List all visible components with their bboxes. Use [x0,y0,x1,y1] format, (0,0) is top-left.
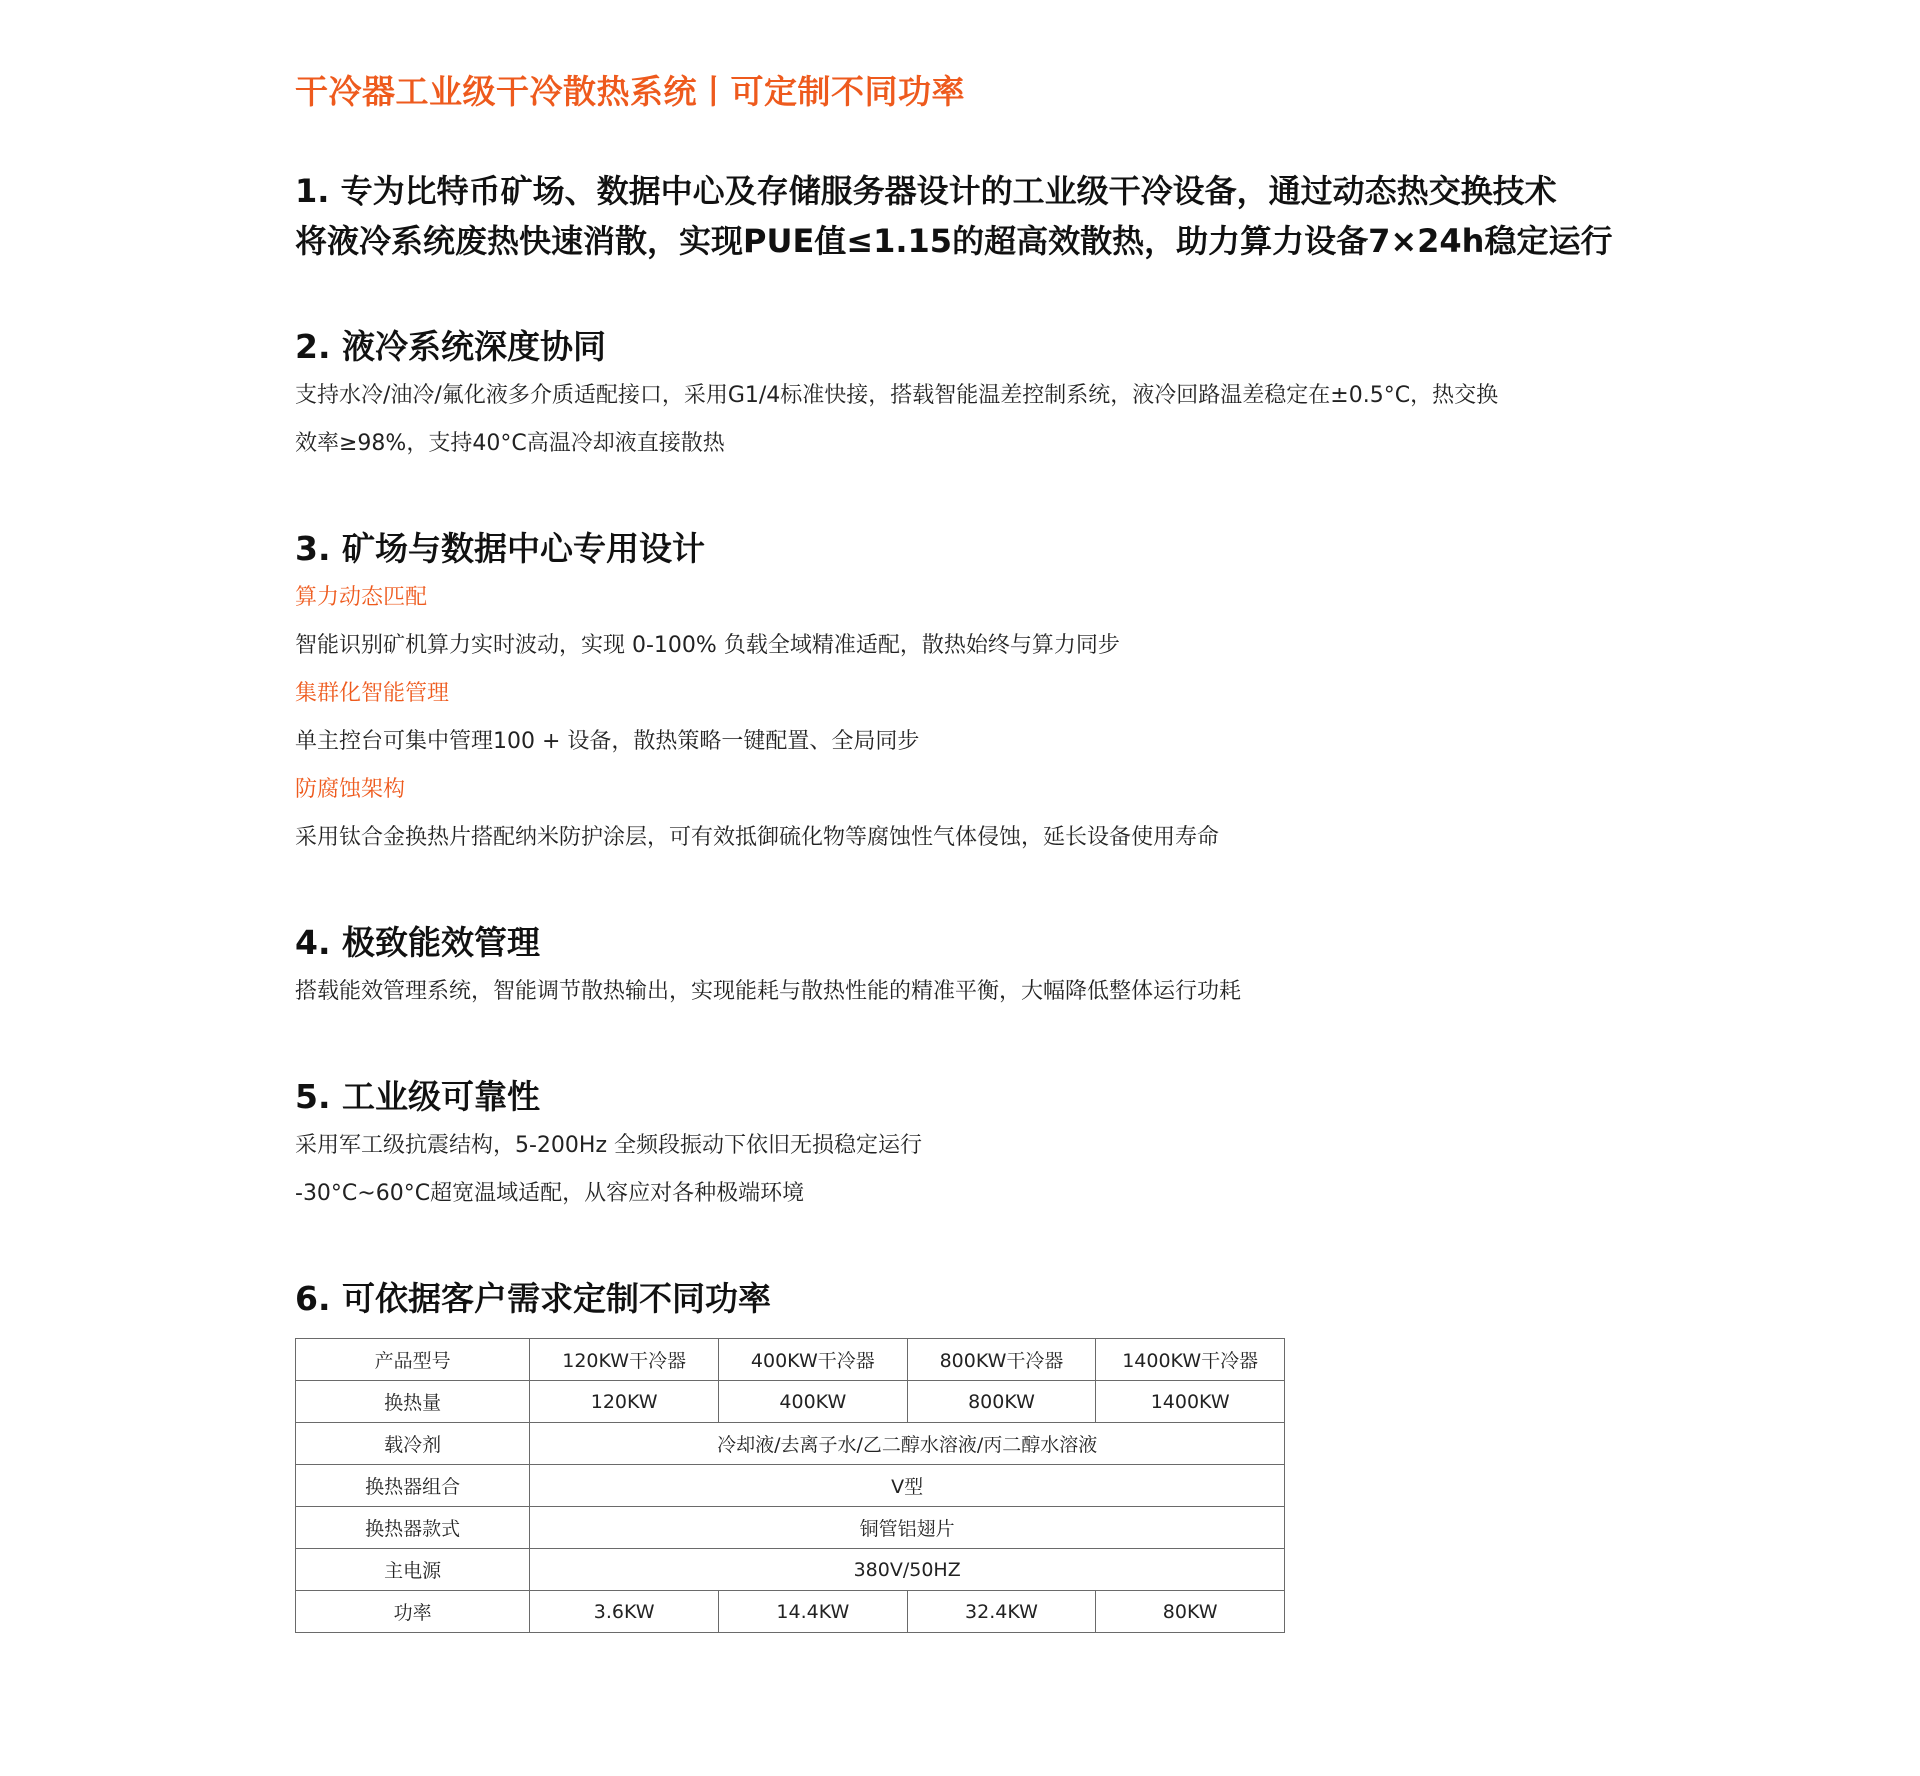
table-row [296,1549,1285,1591]
feature-text-anti-corrosion: 采用钛合金换热片搭配纳米防护涂层，可有效抵御硫化物等腐蚀性气体侵蚀，延长设备使用寿命 [295,825,1220,850]
table-label-cell: 载冷剂 [296,1423,530,1465]
table-cell: 380V/50HZ [530,1549,1285,1591]
table-cell: 1400KW [1096,1381,1285,1423]
section-heading-2: 2. 液冷系统深度协同 [295,327,606,366]
table-cell: 400KW [719,1381,908,1423]
section-heading-3: 3. 矿场与数据中心专用设计 [295,529,705,568]
feature-title-cluster-management: 集群化智能管理 [295,681,450,706]
table-label-cell: 换热器组合 [296,1465,530,1507]
table-label-cell: 功率 [296,1591,530,1633]
table-cell: V型 [530,1465,1285,1507]
table-label-cell: 主电源 [296,1549,530,1591]
section-liquid-cooling [295,324,1725,468]
table-cell: 铜管铝翅片 [530,1507,1285,1549]
section-heading-5: 5. 工业级可靠性 [295,1077,540,1116]
section-2-line-2: 效率≥98%，支持40°C高温冷却液直接散热 [295,431,725,456]
table-cell: 14.4KW [719,1591,908,1633]
table-cell: 120KW [530,1381,719,1423]
intro-line-1: 1. 专为比特币矿场、数据中心及存储服务器设计的工业级干冷设备，通过动态热交换技术 [295,172,1557,210]
feature-title-compute-matching: 算力动态匹配 [295,585,428,610]
table-cell: 80KW [1096,1591,1285,1633]
section-mining-design [295,526,1725,862]
table-label-cell: 换热器款式 [296,1507,530,1549]
section-custom-power [295,1276,1725,1633]
table-row [296,1507,1285,1549]
document-page [295,68,1725,1633]
feature-text-cluster-management: 单主控台可集中管理100 + 设备，散热策略一键配置、全局同步 [295,729,920,754]
table-label-cell: 产品型号 [296,1339,530,1381]
table-cell: 120KW干冷器 [530,1339,719,1381]
section-5-line-2: -30°C~60°C超宽温域适配，从容应对各种极端环境 [295,1181,805,1206]
table-row [296,1465,1285,1507]
table-cell: 800KW [907,1381,1096,1423]
section-4-text: 搭载能效管理系统，智能调节散热输出，实现能耗与散热性能的精准平衡，大幅降低整体运行功耗 [295,979,1242,1004]
intro-line-2: 将液冷系统废热快速消散，实现PUE值≤1.15的超高效散热，助力算力设备7×24h稳定运行 [295,222,1613,260]
section-heading-6: 6. 可依据客户需求定制不同功率 [295,1279,771,1318]
table-cell: 32.4KW [907,1591,1096,1633]
table-row [296,1591,1285,1633]
table-row [296,1381,1285,1423]
table-cell: 800KW干冷器 [907,1339,1096,1381]
table-row [296,1423,1285,1465]
table-cell: 1400KW干冷器 [1096,1339,1285,1381]
spec-table [295,1338,1285,1633]
table-cell: 400KW干冷器 [719,1339,908,1381]
section-heading-4: 4. 极致能效管理 [295,923,540,962]
section-5-line-1: 采用军工级抗震结构，5-200Hz 全频段振动下依旧无损稳定运行 [295,1133,923,1158]
table-label-cell: 换热量 [296,1381,530,1423]
section-2-line-1: 支持水冷/油冷/氟化液多介质适配接口，采用G1/4标准快接，搭载智能温差控制系统，液冷回路温差稳定在±0.5°C，热交换 [295,383,1499,408]
intro-paragraph [295,166,1725,266]
feature-text-compute-matching: 智能识别矿机算力实时波动，实现 0-100% 负载全域精准适配，散热始终与算力同步 [295,633,1120,658]
table-cell: 冷却液/去离子水/乙二醇水溶液/丙二醇水溶液 [530,1423,1285,1465]
page-title: 干冷器工业级干冷散热系统丨可定制不同功率 [295,72,965,111]
table-cell: 3.6KW [530,1591,719,1633]
section-energy-efficiency [295,920,1725,1016]
section-reliability [295,1074,1725,1218]
feature-title-anti-corrosion: 防腐蚀架构 [295,777,406,802]
table-row [296,1339,1285,1381]
